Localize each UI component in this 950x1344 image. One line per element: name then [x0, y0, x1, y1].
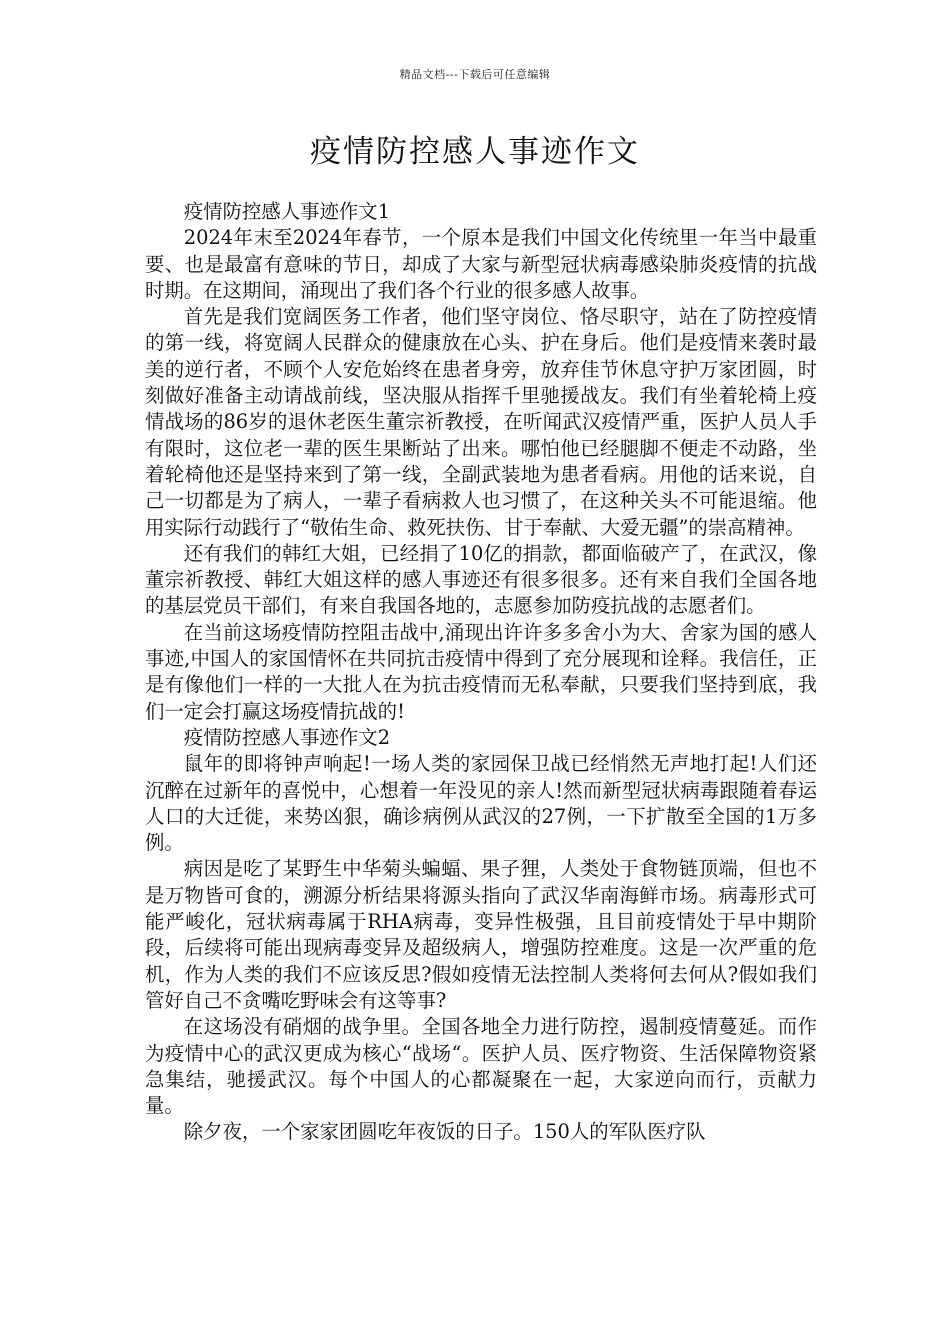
- paragraph: 除夕夜，一个家家团圆吃年夜饭的日子。150人的军队医疗队: [183, 1120, 706, 1144]
- paragraph: 在这场没有硝烟的战争里。全国各地全力进行防控，遏制疫情蔓延。而作为疫情中心的武汉更成为核心“战场“。医护人员、医疗物资、生活保障物资紧急集结，驰援武汉。每个中国人的心都凝聚在一起，大家逆向而行，贡献力量。: [145, 1015, 817, 1118]
- paragraph: 还有我们的韩红大姐，已经捐了10亿的捐款，都面临破产了，在武汉，像董宗祈教授、韩红大姐这样的感人事迹还有很多很多。还有来自我们全国各地的基层党员干部们，有来自我国各地的，志愿参加防疫抗战的志愿者们。: [145, 541, 817, 618]
- header-note: 精品文档---下载后可任意编辑: [399, 68, 551, 81]
- section-heading-1: 疫情防控感人事迹作文1: [183, 200, 391, 223]
- document-title: 疫情防控感人事迹作文: [310, 134, 640, 170]
- paragraph: 鼠年的即将钟声响起!一场人类的家园保卫战已经悄然无声地打起!人们还沉醉在过新年的喜悦中，心想着一年没见的亲人!然而新型冠状病毒跟随着春运人口的大迁徙，来势凶狠，确诊病例从武汉的27例，一下扩散至全国的1万多例。: [145, 752, 817, 855]
- paragraph: 2024年末至2024年春节，一个原本是我们中国文化传统里一年当中最重要、也是最富有意味的节日，却成了大家与新型冠状病毒感染肺炎疫情的抗战时期。在这期间，涌现出了我们各个行业的很多感人故事。: [145, 226, 817, 302]
- section-heading-2: 疫情防控感人事迹作文2: [183, 725, 391, 749]
- document-body: [145, 199, 817, 1146]
- paragraph: 病因是吃了某野生中华菊头蝙蝠、果子狸，人类处于食物链顶端，但也不是万物皆可食的，溯源分析结果将源头指向了武汉华南海鲜市场。病毒形式可能严峻化，冠状病毒属于RHA病毒，变异性极强，且目前疫情处于早中期阶段，后续将可能出现病毒变异及超级病人，增强防控难度。这是一次严重的危机，作为人类的我们不应该反思?假如疫情无法控制人类将何去何从?假如我们管好自己不贪嘴吃野味会有这等事?: [145, 857, 817, 1012]
- paragraph: 首先是我们宽阔医务工作者，他们坚守岗位、恪尽职守，站在了防控疫情的第一线，将宽阔人民群众的健康放在心头、护在身后。他们是疫情来袭时最美的逆行者，不顾个人安危始终在患者身旁，放弃佳节休息守护万家团圆，时刻做好准备主动请战前线，坚决服从指挥千里驰援战友。我们有坐着轮椅上疫情战场的86岁的退休老医生董宗祈教授，在听闻武汉疫情严重，医护人员人手有限时，这位老一辈的医生果断站了出来。哪怕他已经腿脚不便走不动路，坐着轮椅他还是坚持来到了第一线，全副武装地为患者看病。用他的话来说，自己一切都是为了病人，一辈子看病救人也习惯了，在这种关头不可能退缩。他用实际行动践行了“敬佑生命、救死扶伤、甘于奉献、大爱无疆”的崇高精神。: [145, 305, 817, 539]
- paragraph: 在当前这场疫情防控阻击战中,涌现出许许多多舍小为大、舍家为国的感人事迹,中国人的家国情怀在共同抗击疫情中得到了充分展现和诠释。我信任，正是有像他们一样的一大批人在为抗击疫情而无私奉献，只要我们坚持到底，我们一定会打赢这场疫情抗战的!: [145, 620, 817, 723]
